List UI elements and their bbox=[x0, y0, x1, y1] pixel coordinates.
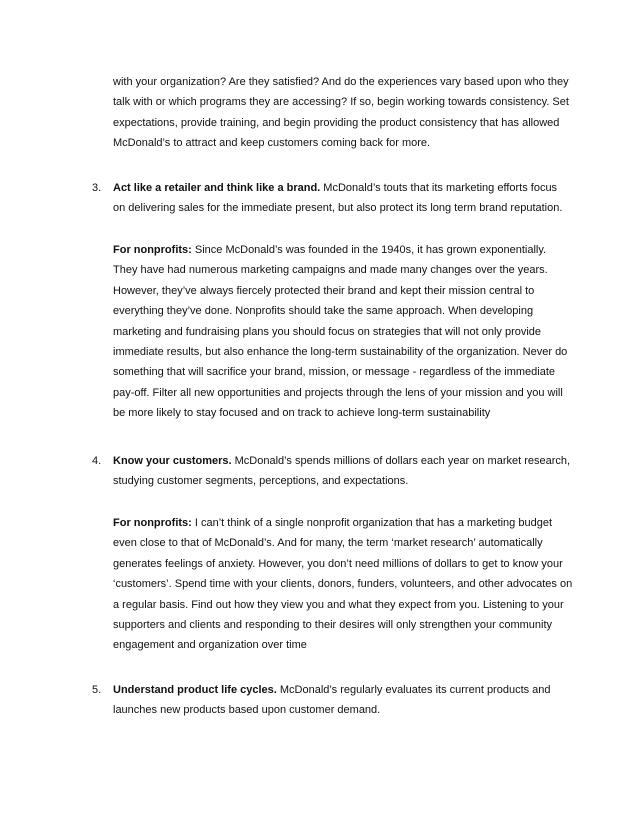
item-heading: Know your customers. bbox=[113, 455, 232, 467]
list-item-5 bbox=[92, 680, 572, 721]
list-number: 3. bbox=[92, 182, 102, 194]
item-text: McDonald’s regularly evaluates its current products and launches new products based upon customer demand. bbox=[113, 684, 551, 717]
nonprofit-text: Since McDonald’s was founded in the 1940s, it has grown exponentially. They have had numerous marketing campaigns and made many changes over the years. However, they’ve always fiercely protected their brand and kept their mission central to everything they’ve done. Nonprofits should take the same approach. When developing marketing and fundraising plans you should focus on strategies that will not only provide immediate results, but also enhance the long-term sustainability of the organization. Never do something that will sacrifice your brand, mission, or message - regardless of the immediate pay-off. Filter all new opportunities and projects through the lens of your mission and you will be more likely to stay focused and on track to achieve long-term sustainability bbox=[113, 244, 568, 420]
continuation-paragraph bbox=[113, 72, 573, 154]
item-heading: Understand product life cycles. bbox=[113, 684, 277, 696]
list-number: 5. bbox=[92, 684, 102, 696]
nonprofit-paragraph-3 bbox=[113, 240, 573, 424]
item-text: McDonald’s spends millions of dollars each year on market research, studying customer segments, perceptions, and expectations. bbox=[113, 455, 571, 488]
continuation-text: with your organization? Are they satisfied? And do the experiences vary based upon who they talk with or which programs they are accessing? If so, begin working towards consistency. Set expectations, provide training, and begin providing the product consistency that has allowed McDonald’s to attract and keep customers coming back for more. bbox=[113, 76, 569, 150]
list-number: 4. bbox=[92, 455, 102, 467]
list-item-body bbox=[113, 680, 572, 721]
nonprofit-label: For nonprofits: bbox=[113, 517, 192, 529]
list-item-body bbox=[113, 178, 572, 219]
nonprofit-label: For nonprofits: bbox=[113, 244, 192, 256]
nonprofit-paragraph-4 bbox=[113, 513, 573, 656]
nonprofit-text: I can’t think of a single nonprofit organization that has a marketing budget even close to that of McDonald’s. And for many, the term ‘market research’ automatically generates feelings of anxiety. However, you don’t need millions of dollars to get to know your ‘customers’. Spend time with your clients, donors, funders, volunteers, and other advocates on a regular basis. Find out how they view you and what they expect from you. Listening to your supporters and clients and responding to their desires will only strengthen your community engagement and organization over time bbox=[113, 517, 573, 652]
list-item-4 bbox=[92, 451, 572, 492]
list-item-body bbox=[113, 451, 572, 492]
item-text: McDonald’s touts that its marketing efforts focus on delivering sales for the immediate present, but also protect its long term brand reputation. bbox=[113, 182, 563, 215]
item-heading: Act like a retailer and think like a brand. bbox=[113, 182, 321, 194]
list-item-3 bbox=[92, 178, 572, 219]
